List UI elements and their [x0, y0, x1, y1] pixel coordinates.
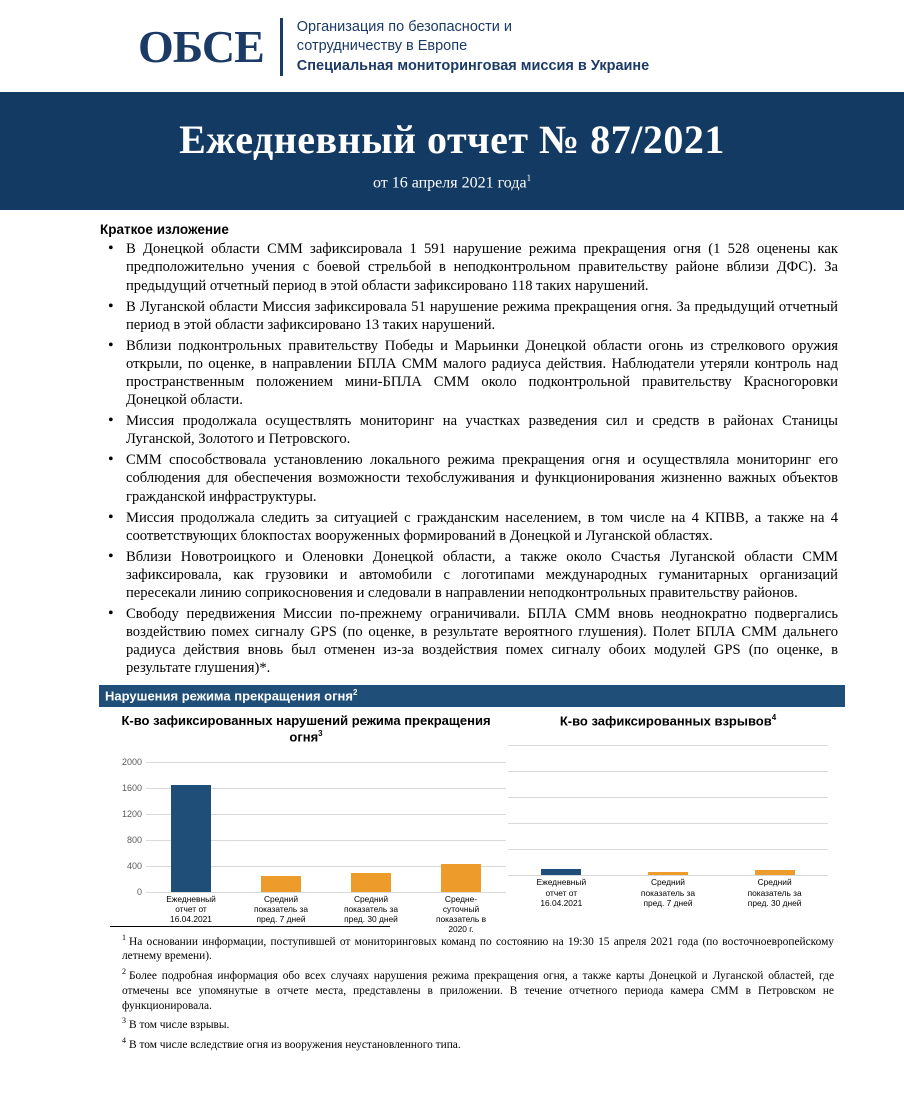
- footnote-2: [110, 967, 834, 1013]
- category-label: Средне-суточный показатель в 2020 г.: [435, 893, 487, 935]
- ceasefire-section-footnote-ref: 2: [352, 688, 358, 698]
- bar-slot: [160, 762, 221, 892]
- bar-slot: [641, 745, 695, 875]
- plot-area-left: [106, 756, 506, 935]
- y-axis-left: [106, 756, 144, 897]
- gridline: [146, 892, 506, 893]
- y-tick-label: 1200: [121, 808, 142, 819]
- x-axis-right: [508, 877, 828, 908]
- list-item: • В Донецкой области СММ зафиксировала 1 591 нарушение режима прекращения огня (1 528 оценены как предположительно учения с боевой стрельбой в неподконтрольном правительству районе вблизи ДФС). За предыдущий отчетный период в этой области зафиксировано 118 таких нарушений.: [100, 240, 838, 294]
- bar-slot: [534, 745, 588, 875]
- bar-slot: [430, 762, 491, 892]
- chart-title-left-footnote-ref: 3: [318, 729, 323, 739]
- category-label: Средний показатель за пред. 7 дней: [253, 893, 309, 925]
- y-tick-label: 1600: [121, 782, 142, 793]
- summary-heading: Краткое изложение: [100, 222, 229, 238]
- category-label: Средний показатель за пред. 30 дней: [343, 893, 399, 925]
- report-title: Ежедневный отчет № 87/2021: [179, 117, 725, 162]
- plot-area-right: [508, 745, 828, 908]
- footnotes-section: [0, 933, 904, 1074]
- bar-daily-report: [541, 869, 581, 875]
- mission-name: Специальная мониторинговая миссия в Украине: [296, 58, 650, 75]
- charts-container: [100, 712, 838, 935]
- logo-wordmark: ОБСЕ: [138, 21, 264, 72]
- summary-section: [0, 210, 904, 935]
- footnote-text: Более подробная информация обо всех случаях нарушения режима прекращения огня, а также карты Донецкой и Луганской областей, где отмечены все упомянутые в отчете места, представлены в приложении. В течение отчетного периода камера СММ в Петровском не функционировала.: [122, 969, 834, 1012]
- report-date-footnote-ref: 1: [526, 173, 532, 183]
- category-label: Ежедневный отчет от 16.04.2021: [166, 893, 216, 925]
- bar-avg-30-days: [351, 873, 391, 892]
- list-item: • СММ способствовала установлению локального режима прекращения огня и осуществляла мониторинг его соблюдения для обеспечения возможности техобслуживания и функционирования жизненно важных объектов гражданской инфраструктуры.: [100, 451, 838, 505]
- bar-slot: [250, 762, 311, 892]
- bar-daily-report: [171, 785, 211, 892]
- bar-avg-7-days: [261, 876, 301, 892]
- organization-line-2: сотрудничеству в Европе: [296, 37, 468, 54]
- list-item: • Свободу передвижения Миссии по-прежнему ограничивали. БПЛА СММ вновь неоднократно подвергались воздействию помех сигналу GPS (по оценке, в результате вероятного глушения). Полет БПЛА СММ дальнего радиуса действия вновь был отменен из-за воздействия помех сигналу обоих модулей GPS (по оценке, в результате глушения)*.: [100, 605, 838, 677]
- chart-explosions: [508, 713, 828, 912]
- chart-title-right-text: К-во зафиксированных взрывов: [559, 713, 772, 729]
- footnote-3: [110, 1016, 834, 1033]
- list-item: • Миссия продолжала следить за ситуацией с гражданским населением, в том числе на 4 КПВВ, а также на 4 соответствующих блокпостах вооруженных формирований в Донецкой и Луганской областях.: [100, 509, 838, 545]
- report-date-text: от 16 апреля 2021 года: [372, 174, 527, 192]
- footnote-marker: 4: [122, 1036, 126, 1045]
- organization-line-1: Организация по безопасности и: [296, 19, 513, 36]
- bars-right: [508, 745, 828, 875]
- organization-name: [297, 18, 649, 76]
- footnote-1: [110, 933, 834, 964]
- bars-left: [146, 762, 506, 892]
- bar-avg-7-days: [648, 872, 688, 876]
- masthead: [0, 0, 904, 86]
- gridline: [508, 875, 828, 876]
- footnote-text: На основании информации, поступившей от мониторинговых команд по состоянию на 19:30 15 апреля 2021 года (по восточноевропейскому летнему времени).: [122, 935, 834, 963]
- list-item: • Миссия продолжала осуществлять мониторинг на участках разведения сил и средств в районах Станицы Луганской, Золотого и Петровского.: [100, 412, 838, 448]
- summary-bullet-list: [100, 240, 838, 677]
- chart-title-left-text: К-во зафиксированных нарушений режима прекращения огня: [121, 712, 491, 745]
- bar-avg-2020: [441, 864, 481, 892]
- ceasefire-section-bar: [99, 685, 845, 706]
- footnote-text: В том числе взрывы.: [129, 1019, 230, 1032]
- chart-title-right-footnote-ref: 4: [771, 712, 777, 722]
- x-axis-left: [146, 894, 506, 935]
- footnote-text: В том числе вследствие огня из вооружения неустановленного типа.: [129, 1038, 461, 1051]
- title-band: [0, 92, 904, 210]
- category-label: Средний показатель за пред. 7 дней: [640, 877, 696, 908]
- chart-title-left: [106, 713, 506, 746]
- footnote-marker: 1: [122, 932, 126, 942]
- bar-avg-30-days: [755, 870, 795, 875]
- list-item: • Вблизи подконтрольных правительству Победы и Марьинки Донецкой области огонь из стрелкового оружия открыли, по оценке, в направлении БПЛА СММ малого радиуса действия. Наблюдатели утеряли контроль над пространственным положением мини-БПЛА СММ около подконтрольной правительству Красногоровки Донецкой области.: [100, 337, 838, 409]
- chart-ceasefire-violations: [106, 712, 506, 935]
- list-item: • В Луганской области Миссия зафиксировала 51 нарушение режима прекращения огня. За предыдущий отчетный период в этой области зафиксировано 13 таких нарушений.: [100, 298, 838, 334]
- bar-slot: [340, 762, 401, 892]
- footnote-4: [110, 1036, 834, 1053]
- chart-title-right: [508, 713, 828, 730]
- list-item: • Вблизи Новотроицкого и Оленовки Донецкой области, а также около Счастья Луганской области СММ зафиксировала, как грузовики и автомобили с логотипами международных гуманитарных организаций пересекали линию соприкосновения и следовали в направлении неподконтрольных правительству районов.: [100, 548, 838, 602]
- y-tick-label: 0: [136, 886, 142, 897]
- y-tick-label: 2000: [121, 756, 142, 767]
- osce-logo: [138, 18, 649, 76]
- report-date: [0, 173, 904, 192]
- category-label: Ежедневный отчет от 16.04.2021: [536, 877, 587, 908]
- footnote-marker: 2: [122, 967, 126, 977]
- bar-slot: [747, 745, 801, 875]
- ceasefire-section-label: Нарушения режима прекращения огня: [105, 688, 353, 704]
- logo-divider: [280, 18, 283, 76]
- y-tick-label: 800: [126, 834, 142, 845]
- y-tick-label: 400: [126, 860, 142, 871]
- category-label: Средний показатель за пред. 30 дней: [747, 877, 802, 908]
- footnote-marker: 3: [122, 1016, 126, 1026]
